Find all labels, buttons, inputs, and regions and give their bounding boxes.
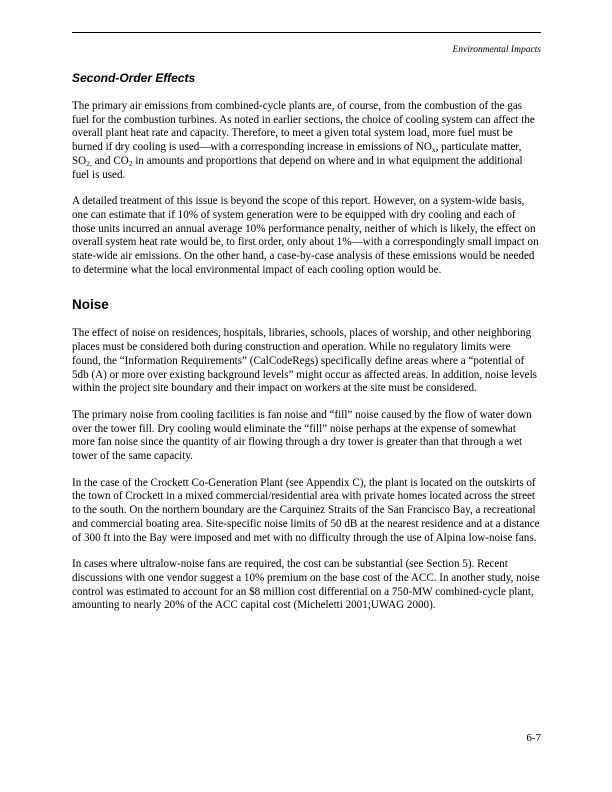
page-number: 6-7 xyxy=(526,732,541,744)
paragraph-noise-1: The effect of noise on residences, hospitals, libraries, schools, places of worship, and other neighboring places must be considered both during construction and operation. While no regulatory limits were found, the “Information Requirements” (CalCodeRegs) specifically define areas where a “potential of 5db (A) or more over existing background levels” might occur as affected areas. In addition, noise levels within the project site boundary and their impact on workers at the site must be considered. xyxy=(72,327,537,395)
running-header: Environmental Impacts xyxy=(452,45,541,55)
paragraph-noise-3: In the case of the Crockett Co-Generation Plant (see Appendix C), the plant is located on the outskirts of the town of Crockett in a mixed commercial/residential area with private homes located across the street to the south. On the northern boundary are the Carquinez Straits of the San Francisco Bay, a recreational and commercial boating area. Site-specific noise limits of 50 dB at the nearest residence and at a distance of 300 ft into the Bay were imposed and met with no difficulty through the use of Alpina low-noise fans. xyxy=(72,476,540,544)
paragraph-second-order-2: A detailed treatment of this issue is beyond the scope of this report. However, on a system-wide basis, one can estimate that if 10% of system generation were to be equipped with dry cooling and each of those units incurred an annual average 10% performance penalty, neither of which is likely, the effect on overall system heat rate would be, to first order, only about 1%—with a correspondingly small impact on state-wide air emissions. On the other hand, a case-by-case analysis of these emissions would be needed to determine what the local environmental impact of each cooling option would be. xyxy=(72,195,539,276)
paragraph-noise-4: In cases where ultralow-noise fans are required, the cost can be substantial (see Section 5). Recent discussions with one vendor suggest a 10% premium on the base cost of the ACC. In another study, noise control was estimated to account for an $8 million cost differential on a 750-MW combined-cycle plant, amounting to nearly 20% of the ACC capital cost (Micheletti 2001;UWAG 2000). xyxy=(72,558,540,612)
page-body xyxy=(72,71,541,613)
section-heading-noise: Noise xyxy=(72,297,109,313)
paragraph-noise-2: The primary noise from cooling facilities is fan noise and “fill” noise caused by the flow of water down over the tower fill. Dry cooling would eliminate the “fill” noise perhaps at the expense of somewhat more fan noise since the quantity of air flowing through a dry tower is greater than that through a wet tower of the same capacity. xyxy=(72,408,532,463)
paragraph-second-order-1: The primary air emissions from combined-cycle plants are, of course, from the combustion of the gas fuel for the combustion turbines. As noted in earlier sections, the choice of cooling system can affect the overall plant heat rate and capacity. Therefore, to meet a given total system load, more fuel must be burned if dry cooling is used—with a corresponding increase in emissions of $NO_x$, particulate matter, $SO_{2,}$ and $CO_2$ in amounts and proportions that depend on where and in what equipment the additional fuel is used. xyxy=(72,100,535,181)
section-heading-second-order-effects: Second-Order Effects xyxy=(72,71,196,85)
header-rule xyxy=(72,32,541,33)
